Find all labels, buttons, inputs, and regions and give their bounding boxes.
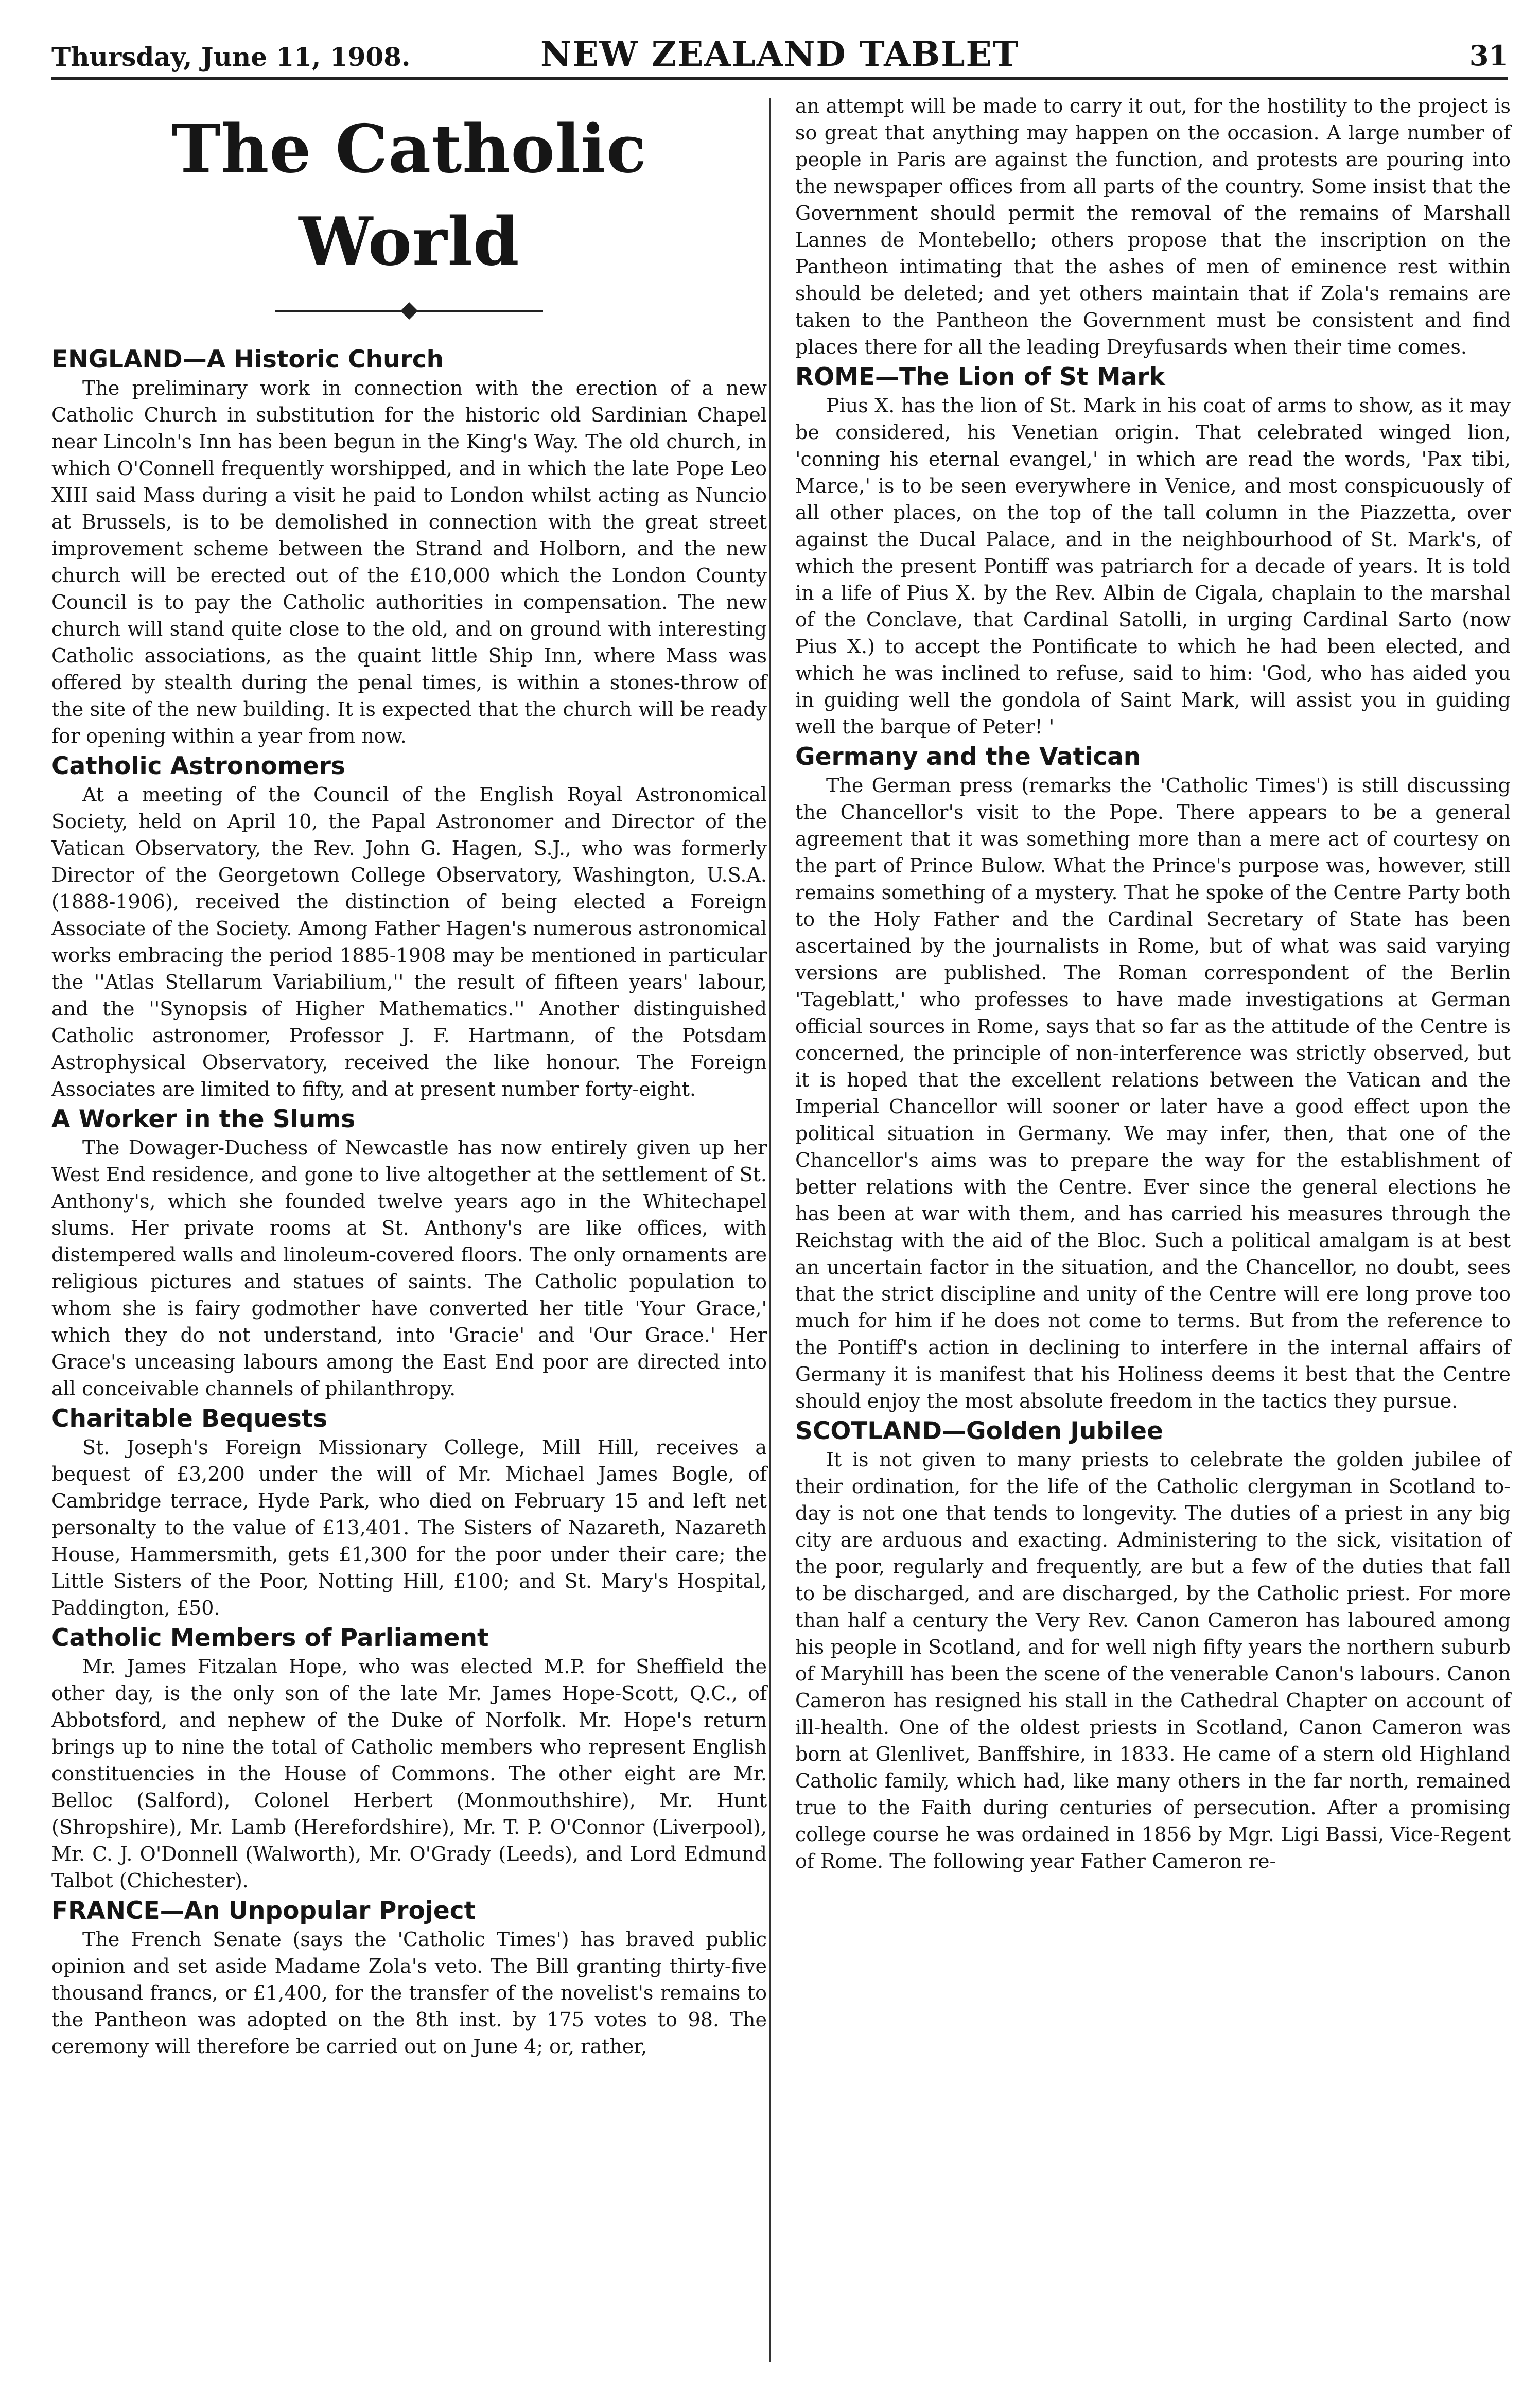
left-column xyxy=(51,93,767,2060)
article-heading: Charitable Bequests xyxy=(51,1405,328,1433)
newspaper-title: NEW ZEALAND TABLET xyxy=(540,34,1019,74)
article-heading: Catholic Members of Parliament xyxy=(51,1624,489,1652)
column-divider xyxy=(769,98,771,2362)
article-paragraph: an attempt will be made to carry it out, for the hostility to the project is so great that anything may happen on the occasion. A large number of people in Paris are against the function, and protests are pouring into the newspaper offices from all parts of the country. Some insist that the Government should permit the removal of the remains of Marshall Lannes de Montebello; others propose that the inscription on the Pantheon intimating that the ashes of men of eminence rest within should be deleted; and yet others maintain that if Zola's remains are taken to the Pantheon the Government must be consistent and find places there for all the leading Dreyfusards when their time comes. xyxy=(795,95,1511,358)
right-column xyxy=(795,93,1511,1874)
article-paragraph: The preliminary work in connection with the erection of a new Catholic Church in substitution for the historic old Sardinian Chapel near Lincoln's Inn has been begun in the King's Way. The old church, in which O'Connell frequently worshipped, and in which the late Pope Leo XIII said Mass during a visit he paid to London whilst acting as Nuncio at Brussels, is to be demolished in connection with the great street improvement scheme between the Strand and Holborn, and the new church will be erected out of the £10,000 which the London County Council is to pay the Catholic authorities in compensation. The new church will stand quite close to the old, and on ground with interesting Catholic associations, as the quaint little Ship Inn, where Mass was offered by stealth during the penal times, is within a stones-throw of the site of the new building. It is expected that the church will be ready for opening within a year from now. xyxy=(51,377,767,747)
section-title: The Catholic World xyxy=(171,111,647,281)
page-number: 31 xyxy=(1469,39,1508,72)
article-heading: A Worker in the Slums xyxy=(51,1105,356,1133)
article-paragraph: It is not given to many priests to celebrate the golden jubilee of their ordination, for the life of the Catholic clergyman in Scotland to-day is not one that tends to longevity. The duties of a priest in any big city are arduous and exacting. Administering to the sick, visitation of the poor, regularly and frequently, are but a few of the duties that fall to be discharged, and are discharged, by the Catholic priest. For more than half a century the Very Rev. Canon Cameron has laboured among his people in Scotland, and for well nigh fifty years the northern suburb of Maryhill has been the scene of the venerable Canon's labours. Canon Cameron has resigned his stall in the Cathedral Chapter on account of ill-health. One of the oldest priests in Scotland, Canon Cameron was born at Glenlivet, Banffshire, in 1833. He came of a stern old Highland Catholic family, which had, like many others in the far north, remained true to the Faith during centuries of persecution. After a promising college course he was ordained in 1856 by Mgr. Ligi Bassi, Vice-Regent of Rome. The following year Father Cameron re- xyxy=(795,1448,1511,1872)
article-paragraph: Pius X. has the lion of St. Mark in his coat of arms to show, as it may be considered, his Venetian origin. That celebrated winged lion, 'conning his eternal evangel,' in which are read the words, 'Pax tibi, Marce,' is to be seen everywhere in Venice, and most conspicuously of all other places, on the top of the tall column in the Piazzetta, over against the Ducal Palace, and in the neighbourhood of St. Mark's, of which the present Pontiff was patriarch for a decade of years. It is told in a life of Pius X. by the Rev. Albin de Cigala, chaplain to the marshal of the Conclave, that Cardinal Satolli, in urging Cardinal Sarto (now Pius X.) to accept the Pontificate to which he had been elected, and which he was inclined to refuse, said to him: 'God, who has aided you in guiding well the gondola of Saint Mark, will assist you in guiding well the barque of Peter! ' xyxy=(795,394,1511,738)
ornamental-rule xyxy=(275,304,543,319)
article-paragraph: Mr. James Fitzalan Hope, who was elected M.P. for Sheffield the other day, is the only son of the late Mr. James Hope-Scott, Q.C., of Abbotsford, and nephew of the Duke of Norfolk. Mr. Hope's return brings up to nine the total of Catholic members who represent English constituencies in the House of Commons. The other eight are Mr. Belloc (Salford), Colonel Herbert (Monmouthshire), Mr. Hunt (Shropshire), Mr. Lamb (Herefordshire), Mr. T. P. O'Connor (Liverpool), Mr. C. J. O'Donnell (Walworth), Mr. O'Grady (Leeds), and Lord Edmund Talbot (Chichester). xyxy=(51,1655,767,1892)
article-heading: ROME—The Lion of St Mark xyxy=(795,363,1165,391)
article-paragraph: St. Joseph's Foreign Missionary College, Mill Hill, receives a bequest of £3,200 under the will of Mr. Michael James Bogle, of Cambridge terrace, Hyde Park, who died on February 15 and left net personalty to the value of £13,401. The Sisters of Nazareth, Nazareth House, Hammersmith, gets £1,300 for the poor under their care; the Little Sisters of the Poor, Notting Hill, £100; and St. Mary's Hospital, Paddington, £50. xyxy=(51,1436,767,1619)
article-heading: SCOTLAND—Golden Jubilee xyxy=(795,1417,1163,1445)
article-heading: FRANCE—An Unpopular Project xyxy=(51,1897,476,1925)
article-paragraph: At a meeting of the Council of the English Royal Astronomical Society, held on April 10, the Papal Astronomer and Director of the Vatican Observatory, the Rev. John G. Hagen, S.J., who was formerly Director of the Georgetown College Observatory, Washington, U.S.A. (1888-1906), received the distinction of being elected a Foreign Associate of the Society. Among Father Hagen's numerous astronomical works embracing the period 1885-1908 may be mentioned in particular the ''Atlas Stellarum Variabilium,'' the result of fifteen years' labour, and the ''Synopsis of Higher Mathematics.'' Another distinguished Catholic astronomer, Professor J. F. Hartmann, of the Potsdam Astrophysical Observatory, received the like honour. The Foreign Associates are limited to fifty, and at present number forty-eight. xyxy=(51,783,767,1100)
article-paragraph: The French Senate (says the 'Catholic Times') has braved public opinion and set aside Madame Zola's veto. The Bill granting thirty-five thousand francs, or £1,400, for the transfer of the novelist's remains to the Pantheon was adopted on the 8th inst. by 175 votes to 98. The ceremony will therefore be carried out on June 4; or, rather, xyxy=(51,1928,767,2058)
article-heading: ENGLAND—A Historic Church xyxy=(51,345,444,374)
article-paragraph: The Dowager-Duchess of Newcastle has now entirely given up her West End residence, and gone to live altogether at the settlement of St. Anthony's, which she founded twelve years ago in the Whitechapel slums. Her private rooms at St. Anthony's are like offices, with distempered walls and linoleum-covered floors. The only ornaments are religious pictures and statues of saints. The Catholic population to whom she is fairy godmother have converted her title 'Your Grace,' which they do not understand, into 'Gracie' and 'Our Grace.' Her Grace's unceasing labours among the East End poor are directed into all conceivable channels of philanthropy. xyxy=(51,1136,767,1400)
running-header xyxy=(51,26,1508,80)
issue-date: Thursday, June 11, 1908. xyxy=(51,42,411,72)
article-heading: Catholic Astronomers xyxy=(51,752,345,780)
article-heading: Germany and the Vatican xyxy=(795,743,1141,771)
diamond-ornament-icon xyxy=(400,302,418,320)
article-paragraph: The German press (remarks the 'Catholic Times') is still discussing the Chancellor's visit to the Pope. There appears to be a general agreement that it was something more than a mere act of courtesy on the part of Prince Bulow. What the Prince's purpose was, however, still remains something of a mystery. That he spoke of the Centre Party both to the Holy Father and the Cardinal Secretary of State has been ascertained by the journalists in Rome, but of what was said varying versions are published. The Roman correspondent of the Berlin 'Tageblatt,' who professes to have made investigations at German official sources in Rome, says that so far as the attitude of the Centre is concerned, the principle of non-interference was strictly observed, but it is hoped that the excellent relations between the Vatican and the Imperial Chancellor will sooner or later have a good effect upon the political situation in Germany. We may infer, then, that one of the Chancellor's aims was to prepare the way for the establishment of better relations with the Centre. Ever since the general elections he has been at war with them, and has carried his measures through the Reichstag with the aid of the Bloc. Such a political amalgam is at best an uncertain factor in the situation, and the Chancellor, no doubt, sees that the strict discipline and unity of the Centre will ere long prove too much for him if he does not come to terms. But from the reference to the Pontiff's action in declining to interfere in the internal affairs of Germany it is manifest that his Holiness deems it best that the Centre should enjoy the most absolute freedom in the tactics they pursue. xyxy=(795,774,1511,1412)
